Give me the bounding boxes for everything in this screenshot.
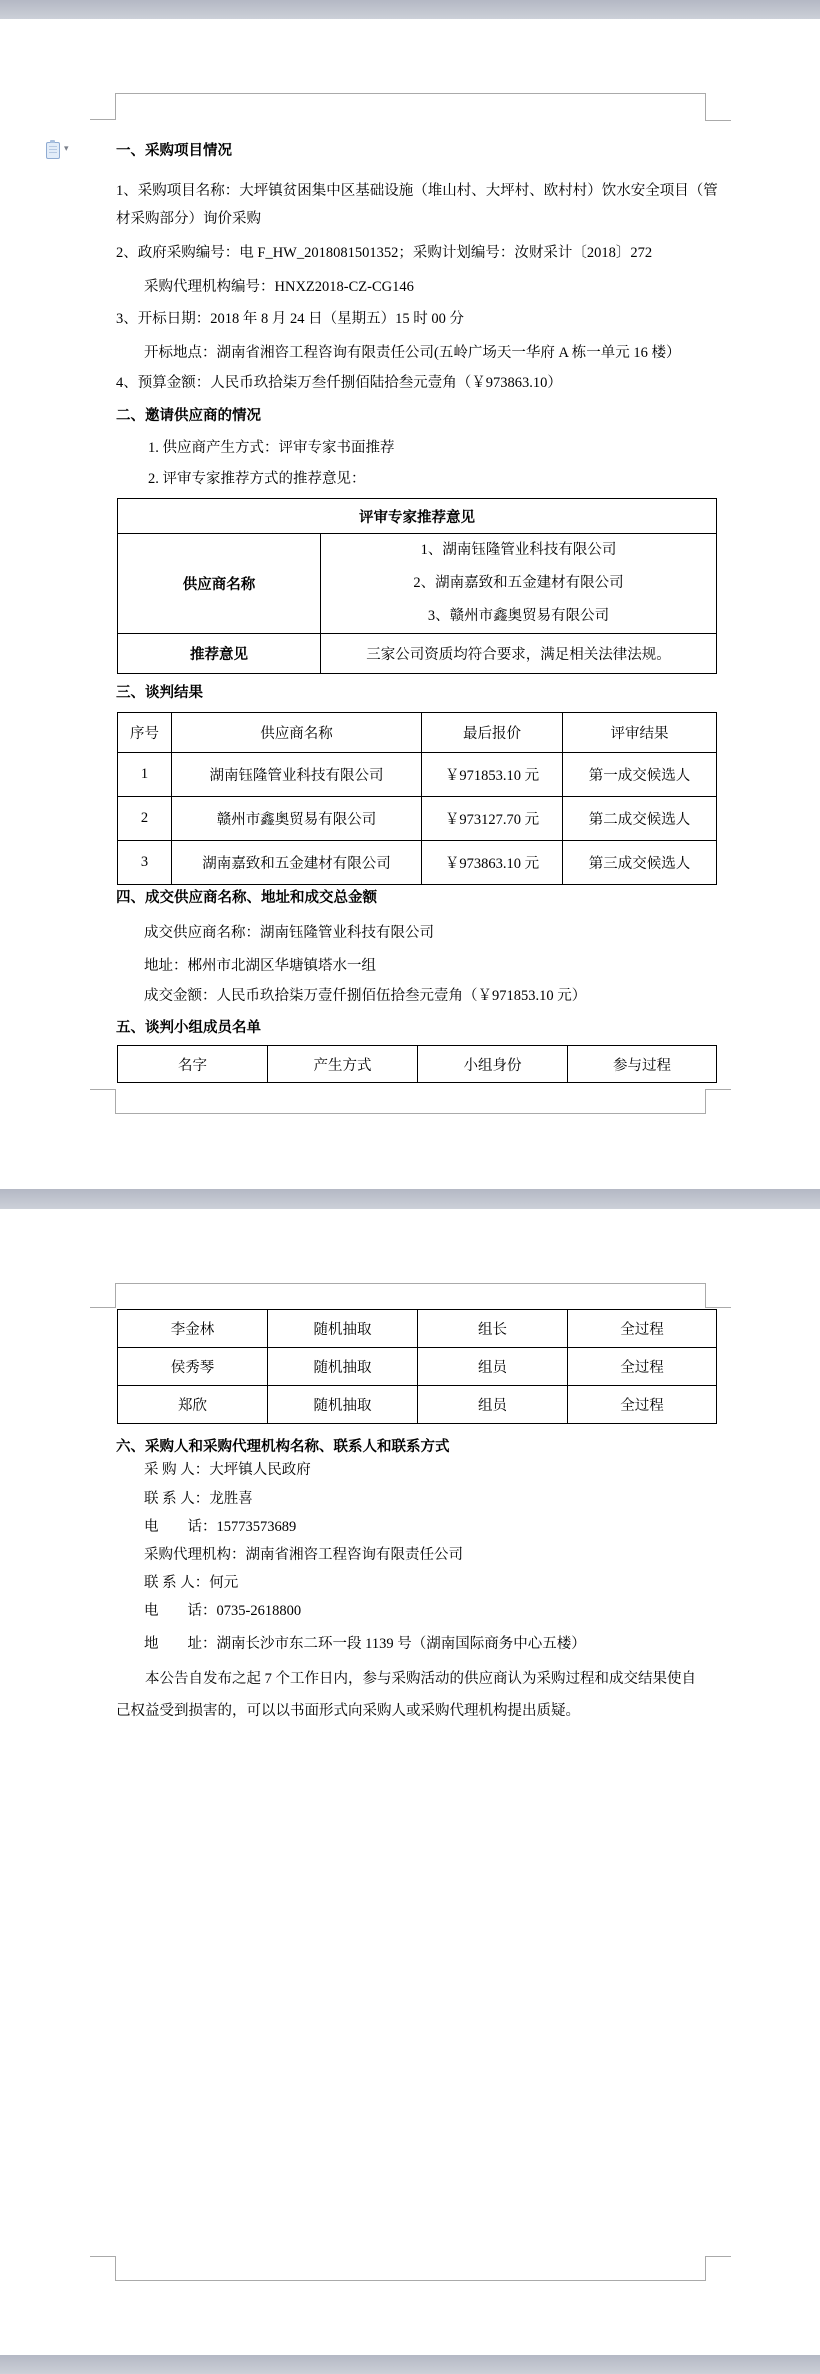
supplier-item: 3、赣州市鑫奥贸易有限公司 [427, 608, 610, 624]
paste-options-icon [46, 142, 60, 159]
section2-heading: 二、邀请供应商的情况 [116, 408, 261, 424]
table-row [118, 1348, 717, 1386]
section3-heading: 三、谈判结果 [116, 685, 203, 701]
boundary-segment [115, 1089, 116, 1114]
boundary-segment [90, 2256, 116, 2257]
winner-name-line: 成交供应商名称：湖南钰隆管业科技有限公司 [144, 925, 434, 941]
column-header: 名字 [118, 1046, 268, 1083]
boundary-segment [705, 2256, 731, 2257]
column-header: 产生方式 [268, 1046, 418, 1083]
cell-role: 组长 [418, 1310, 568, 1348]
cell-price: ￥973863.10 元 [422, 841, 563, 885]
item-bid-opening-place: 开标地点：湖南省湘咨工程咨询有限责任公司(五岭广场天一华府 A 栋一单元 16 楼） [144, 345, 681, 361]
page-gap-band [0, 1189, 820, 1209]
cell-supplier: 湖南嘉致和五金建材有限公司 [172, 841, 422, 885]
closing-paragraph-line2: 己权益受到损害的，可以以书面形式向采购人或采购代理机构提出质疑。 [116, 1703, 580, 1719]
item-budget-amount: 4、预算金额：人民币玖拾柒万叁仟捌佰陆拾叁元壹角（￥973863.10） [116, 375, 562, 391]
table-row [118, 797, 717, 841]
section6-heading: 六、采购人和采购代理机构名称、联系人和联系方式 [116, 1439, 450, 1455]
expert-recommendation-table [117, 498, 717, 674]
cell-selection-method: 随机抽取 [268, 1348, 418, 1386]
boundary-segment [705, 93, 706, 121]
boundary-segment [115, 1283, 116, 1308]
table-title-cell: 评审专家推荐意见 [118, 499, 717, 534]
closing-paragraph-line1: 本公告自发布之起 7 个工作日内，参与采购活动的供应商认为采购过程和成交结果使自 [145, 1671, 696, 1687]
cell-member-name: 侯秀琴 [118, 1348, 268, 1386]
cell-result: 第二成交候选人 [563, 797, 717, 841]
cell-role: 组员 [418, 1386, 568, 1424]
boundary-segment [705, 1089, 706, 1114]
contact-phone-line: 电 话：15773573689 [144, 1519, 297, 1535]
cell-seq: 3 [118, 841, 172, 885]
contact-person-line: 联 系 人：龙胜喜 [144, 1491, 253, 1507]
section4-heading: 四、成交供应商名称、地址和成交总金额 [116, 890, 377, 906]
column-header: 供应商名称 [172, 713, 422, 753]
cell-price: ￥973127.70 元 [422, 797, 563, 841]
winner-amount-line: 成交金额：人民币玖拾柒万壹仟捌佰伍拾叁元壹角（￥971853.10 元） [144, 988, 587, 1004]
agency-address-line: 地 址：湖南长沙市东二环一段 1139 号（湖南国际商务中心五楼） [144, 1636, 586, 1652]
paste-options-button[interactable] [44, 141, 74, 161]
negotiation-result-table [117, 712, 717, 885]
item-agency-number: 采购代理机构编号：HNXZ2018-CZ-CG146 [144, 279, 414, 295]
item-project-name-line2: 材采购部分）询价采购 [116, 211, 261, 227]
opinion-text-cell: 三家公司资质均符合要求，满足相关法律法规。 [321, 634, 717, 674]
cell-price: ￥971853.10 元 [422, 753, 563, 797]
cell-role: 组员 [418, 1348, 568, 1386]
chevron-down-icon: ▾ [64, 144, 69, 154]
boundary-segment [705, 1283, 706, 1308]
boundary-segment [115, 2280, 706, 2281]
boundary-segment [705, 120, 731, 121]
item-project-name-line1: 1、采购项目名称：大坪镇贫困集中区基础设施（堆山村、大坪村、欧村村）饮水安全项目（管 [116, 183, 718, 199]
item-supplier-source: 1. 供应商产生方式：评审专家书面推荐 [148, 440, 395, 456]
cell-participation: 全过程 [568, 1348, 717, 1386]
boundary-segment [90, 119, 116, 120]
table-row [118, 1386, 717, 1424]
boundary-segment [705, 2256, 706, 2281]
boundary-segment [115, 93, 706, 94]
boundary-segment [705, 1089, 731, 1090]
boundary-segment [90, 1307, 116, 1308]
cell-participation: 全过程 [568, 1386, 717, 1424]
cell-selection-method: 随机抽取 [268, 1386, 418, 1424]
boundary-segment [115, 1113, 706, 1114]
agency-name-line: 采购代理机构：湖南省湘咨工程咨询有限责任公司 [144, 1547, 463, 1563]
supplier-label-cell: 供应商名称 [118, 534, 321, 634]
opinion-label-cell: 推荐意见 [118, 634, 321, 674]
column-header: 小组身份 [418, 1046, 568, 1083]
item-procurement-number: 2、政府采购编号：电 F_HW_2018081501352；采购计划编号：汝财采计〔2018〕272 [116, 245, 653, 261]
contact-purchaser-line: 采 购 人：大坪镇人民政府 [144, 1462, 311, 1478]
table-row [118, 753, 717, 797]
item-expert-opinion-intro: 2. 评审专家推荐方式的推荐意见： [148, 471, 366, 487]
cell-member-name: 郑欣 [118, 1386, 268, 1424]
workspace-bottom-strip [0, 2355, 820, 2374]
column-header: 参与过程 [568, 1046, 717, 1083]
cell-supplier: 赣州市鑫奥贸易有限公司 [172, 797, 422, 841]
section5-heading: 五、谈判小组成员名单 [116, 1020, 261, 1036]
table-row [118, 1310, 717, 1348]
team-table-continuation [117, 1309, 717, 1424]
cell-seq: 2 [118, 797, 172, 841]
workspace-top-strip [0, 0, 820, 19]
section1-heading: 一、采购项目情况 [116, 143, 232, 159]
boundary-segment [705, 1307, 731, 1308]
cell-participation: 全过程 [568, 1310, 717, 1348]
supplier-list-cell [321, 534, 717, 634]
item-bid-opening-date: 3、开标日期：2018 年 8 月 24 日（星期五）15 时 00 分 [116, 311, 464, 327]
cell-supplier: 湖南钰隆管业科技有限公司 [172, 753, 422, 797]
agency-contact-line: 联 系 人：何元 [144, 1575, 239, 1591]
boundary-segment [90, 1089, 116, 1090]
column-header: 最后报价 [422, 713, 563, 753]
cell-selection-method: 随机抽取 [268, 1310, 418, 1348]
cell-seq: 1 [118, 753, 172, 797]
table-row [118, 841, 717, 885]
boundary-segment [115, 93, 116, 120]
boundary-segment [115, 2256, 116, 2281]
winner-address-line: 地址：郴州市北湖区华塘镇塔水一组 [144, 958, 376, 974]
cell-member-name: 李金林 [118, 1310, 268, 1348]
boundary-segment [115, 1283, 706, 1284]
supplier-item: 1、湖南钰隆管业科技有限公司 [420, 542, 617, 558]
team-table-header [117, 1045, 717, 1083]
column-header: 序号 [118, 713, 172, 753]
supplier-item: 2、湖南嘉致和五金建材有限公司 [413, 575, 624, 591]
cell-result: 第三成交候选人 [563, 841, 717, 885]
cell-result: 第一成交候选人 [563, 753, 717, 797]
agency-phone-line: 电 话：0735-2618800 [144, 1603, 302, 1619]
column-header: 评审结果 [563, 713, 717, 753]
